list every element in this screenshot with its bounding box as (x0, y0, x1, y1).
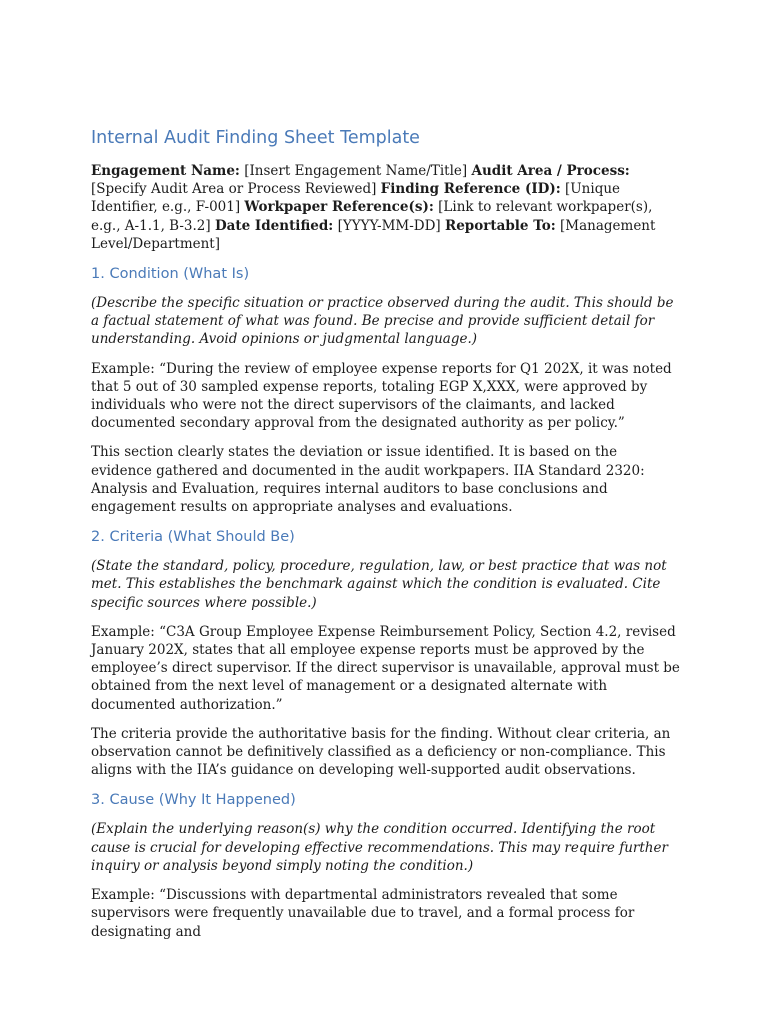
engagement-name-label: Engagement Name: (91, 163, 240, 179)
condition-instruction: (Describe the specific situation or practice observed during the audit. This should be a factual statement of what was found. Be precise and provide sufficient detail for understanding. Avoid opinions or judgmental language.) (91, 295, 674, 348)
section-heading-condition: 1. Condition (What Is) (91, 266, 250, 283)
engagement-metadata (91, 162, 681, 253)
date-identified-value: [YYYY-MM-DD] (337, 217, 441, 234)
page-title: Internal Audit Finding Sheet Template (91, 128, 420, 148)
workpaper-reference-label: Workpaper Reference(s): (244, 199, 434, 216)
finding-reference-value: [Unique Identifier, e.g., F-001] (91, 181, 621, 216)
criteria-instruction: (State the standard, policy, procedure, regulation, law, or best practice that was not met. This establishes the benchmark against which the condition is evaluated. Cite specific sources where possible.) (91, 558, 667, 611)
audit-area-label: Audit Area / Process: (471, 163, 630, 179)
engagement-name-value: [Insert Engagement Name/Title] (244, 163, 468, 179)
reportable-to-value: [Management Level/Department] (91, 217, 656, 252)
cause-instruction: (Explain the underlying reason(s) why the condition occurred. Identifying the root cause is crucial for developing effective recommendations. This may require further inquiry or analysis beyond simply noting the condition.) (91, 821, 668, 874)
cause-example: Example: “Discussions with departmental administrators revealed that some supervisors were frequently unavailable due to travel, and a formal process for designating and (91, 887, 635, 940)
reportable-to-label: Reportable To: (445, 217, 556, 234)
section-heading-cause: 3. Cause (Why It Happened) (91, 792, 296, 809)
workpaper-reference-value: [Link to relevant workpaper(s), e.g., A-1.1, B-3.2] (91, 199, 653, 234)
criteria-commentary: The criteria provide the authoritative basis for the finding. Without clear criteria, an observation cannot be definitively classified as a deficiency or non-compliance. This aligns with the IIA’s guidance on developing well-supported audit observations. (91, 725, 671, 779)
criteria-example: Example: “C3A Group Employee Expense Reimbursement Policy, Section 4.2, revised January 202X, states that all employee expense reports must be approved by the employee’s direct supervisor. If the direct supervisor is unavailable, approval must be obtained from the next level of management or a designated alternate with documented authorization.” (91, 623, 680, 713)
finding-reference-label: Finding Reference (ID): (380, 181, 561, 198)
condition-commentary: This section clearly states the deviation or issue identified. It is based on the evidence gathered and documented in the audit workpapers. IIA Standard 2320: Analysis and Evaluation, requires internal auditors to base conclusions and engagement results on appropriate analyses and evaluations. (91, 444, 645, 516)
condition-example: Example: “During the review of employee expense reports for Q1 202X, it was noted that 5 out of 30 sampled expense reports, totaling EGP X,XXX, were approved by individuals who were not the direct supervisors of the claimants, and lacked documented secondary approval from the designated authority as per policy.” (91, 360, 672, 432)
section-heading-criteria: 2. Criteria (What Should Be) (91, 529, 295, 546)
date-identified-label: Date Identified: (214, 217, 334, 234)
document-page (91, 126, 681, 952)
audit-area-value: [Specify Audit Area or Process Reviewed] (91, 181, 377, 198)
